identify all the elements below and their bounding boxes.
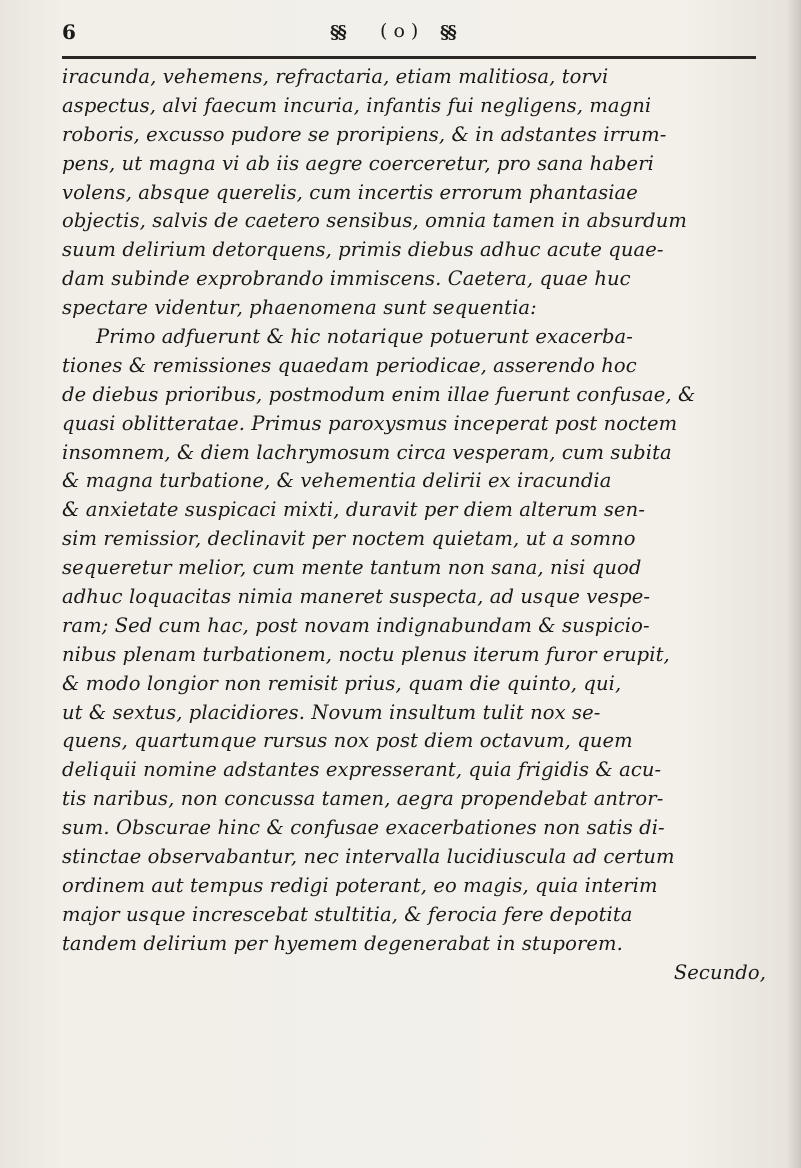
catchword: Secundo, (673, 960, 766, 984)
text-line: ordinem aut tempus redigi poterant, eo magis, quia interim (62, 873, 658, 897)
text-line: & modo longior non remisit prius, quam die quinto, qui, (62, 671, 622, 695)
page-number: 6 (62, 20, 76, 44)
text-line: quens, quartumque rursus nox post diem octavum, quem (62, 729, 633, 753)
text-line: dam subinde exprobrando immiscens. Caetera, quae huc (62, 267, 631, 291)
text-line: insomnem, & diem lachrymosum circa vesperam, cum subita (62, 440, 672, 464)
text-line: suum delirium detorquens, primis diebus adhuc acute quae- (62, 238, 664, 262)
text-line: sequeretur melior, cum mente tantum non sana, nisi quod (62, 556, 642, 580)
text-line: volens, absque querelis, cum incertis errorum phantasiae (62, 180, 638, 204)
text-line: sim remissior, declinavit per noctem quietam, ut a somno (62, 527, 636, 551)
text-line: ut & sextus, placidiores. Novum insultum tulit nox se- (62, 700, 601, 724)
text-line: de diebus prioribus, postmodum enim illae fuerunt confusae, & (62, 382, 696, 406)
text-line: aspectus, alvi faecum incuria, infantis fui negligens, magni (62, 93, 652, 117)
text-line: ram; Sed cum hac, post novam indignabundam & suspicio- (62, 613, 650, 637)
page-edge-shadow (787, 0, 801, 1168)
text-line: & anxietate suspicaci mixti, duravit per diem alterum sen- (62, 498, 646, 522)
header-rule (62, 56, 756, 59)
text-line: tiones & remissiones quaedam periodicae, asserendo hoc (62, 353, 637, 377)
text-line: sum. Obscurae hinc & confusae exacerbationes non satis di- (62, 816, 665, 840)
text-line: tandem delirium per hyemem degenerabat in stuporem. (62, 931, 623, 955)
body-text (62, 63, 766, 988)
running-header (62, 14, 752, 54)
ornament-left-icon: §§ (330, 22, 345, 43)
text-line: & magna turbatione, & vehementia delirii ex iracundia (62, 469, 612, 493)
text-line: spectare videntur, phaenomena sunt sequentia: (62, 296, 537, 320)
text-line: deliquii nomine adstantes expresserant, quia frigidis & acu- (62, 758, 662, 782)
text-line: objectis, salvis de caetero sensibus, omnia tamen in absurdum (62, 209, 687, 233)
text-line: nibus plenam turbationem, noctu plenus iterum furor erupit, (62, 642, 670, 666)
text-line: stinctae observabantur, nec intervalla lucidiuscula ad certum (62, 845, 675, 869)
ornament-right-icon: §§ (440, 22, 455, 43)
text-line: major usque increscebat stultitia, & ferocia fere depotita (62, 902, 633, 926)
text-line: iracunda, vehemens, refractaria, etiam malitiosa, torvi (62, 65, 609, 88)
header-center-mark: ( o ) (380, 20, 419, 42)
text-line: tis naribus, non concussa tamen, aegra propendebat antror- (62, 787, 664, 811)
text-line: Primo adfuerunt & hic notarique potuerunt exacerba- (96, 325, 633, 349)
text-line: quasi oblitteratae. Primus paroxysmus inceperat post noctem (62, 411, 678, 435)
text-line: adhuc loquacitas nimia maneret suspecta, ad usque vespe- (62, 585, 651, 609)
text-line: roboris, excusso pudore se proripiens, & in adstantes irrum- (62, 122, 667, 146)
text-line: pens, ut magna vi ab iis aegre coerceretur, pro sana haberi (62, 151, 654, 175)
